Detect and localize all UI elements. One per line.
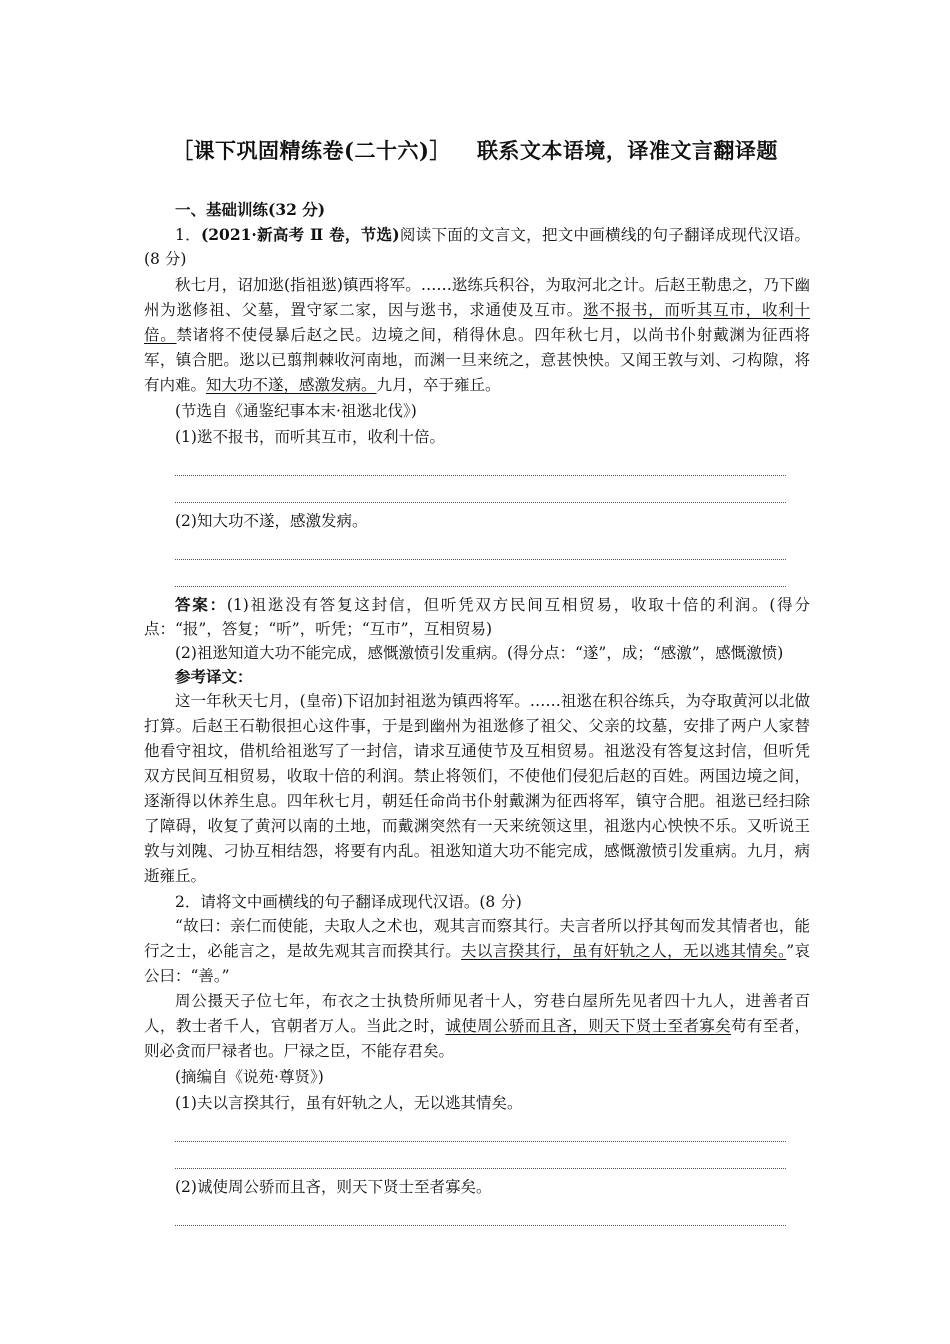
answer-line[interactable]: [175, 449, 786, 476]
q2-intro: 2．请将文中画横线的句子翻译成现代汉语。(8 分): [175, 893, 522, 911]
q1-instruction: 阅读下面的文言文，把文中画横线的句子翻译成现代汉语。(8 分): [144, 226, 810, 268]
q2-sub2: (2)诚使周公骄而且吝，则天下贤士至者寡矣。: [175, 1178, 492, 1196]
q1-underline-1: 逖不报书，而听其互市，收利十倍。: [144, 301, 810, 344]
q1-sub2: (2)知大功不遂，感激发病。: [175, 512, 368, 530]
q1-num: 1．: [175, 226, 201, 244]
q2-underline-1: 夫以言揆其行，虽有奸轨之人，无以逃其情矣。: [461, 942, 787, 960]
answer-line[interactable]: [175, 476, 786, 503]
q1-passage-a: 秋七月，诏加逖(指祖逖)镇西将军。……逖练兵积谷，为取河北之计。后赵王勒患之，乃下幽州为逖修祖、父墓，置守冢二家，因与逖书，求通使及互市。: [144, 276, 810, 319]
answer-line[interactable]: [175, 1115, 786, 1142]
q1-intro: [144, 223, 810, 271]
q1-sub1: (1)逖不报书，而听其互市，收利十倍。: [175, 428, 445, 446]
section-heading: 一、基础训练(32 分): [175, 200, 326, 219]
answer-line[interactable]: [175, 533, 786, 560]
q2-sub1: (1)夫以言揆其行，虽有奸轨之人，无以逃其情矣。: [175, 1094, 523, 1112]
answer-label: 答案：: [175, 595, 227, 614]
q2-p2-a: 周公摄天子位七年，布衣之士执贽所师见者十人，穷巷白屋所先见者四十九人，进善者百人，教士者千人，官朝者万人。当此之时，: [144, 992, 810, 1035]
q2-p1-a: “故曰：亲仁而使能，夫取人之术也，观其言而察其行。夫言者所以抒其匈而发其情者也，能行之士，必能言之，是故先观其言而揆其行。: [144, 917, 810, 960]
answer-text-1: (1)祖逖没有答复这封信，但听凭双方民间互相贸易，收取十倍的利润。(得分点：“报”，答复；“听”，听凭；“互市”，互相贸易): [144, 596, 810, 638]
q2-passage-1: [144, 914, 810, 989]
ref-translation: 这一年秋天七月，(皇帝)下诏加封祖逖为镇西将军。……祖逖在积谷练兵，为夺取黄河以北做打算。后赵王石勒很担心这件事，于是到幽州为祖逖修了祖父、父亲的坟墓，安排了两户人家替他看守祖坟，借机给祖逖写了一封信，请求互通使节及互相贸易。祖逖没有答复这封信，但听凭双方民间互相贸易，收取十倍的利润。禁止将领们，不使他们侵犯后赵的百姓。两国边境之间，逐渐得以休养生息。四年秋七月，朝廷任命尚书仆射戴渊为征西将军，镇守合肥。祖逖已经扫除了障碍，收复了黄河以南的土地，而戴渊突然有一天来统领这里，祖逖内心怏怏不乐。又听说王敦与刘隗、刁协互相结怨，将要有内乱。祖逖知道大功不能完成，感慨激愤引发重病。九月，病逝雍丘。: [144, 692, 810, 885]
q2-underline-2: 诚使周公骄而且吝，则天下贤士至者寡矣: [445, 1017, 732, 1035]
q2-source: (摘编自《说苑·尊贤》): [175, 1068, 324, 1086]
q1-source: (节选自《通鉴纪事本末·祖逖北伐》): [175, 402, 417, 420]
q1-answer-2: (2)祖逖知道大功不能完成，感慨激愤引发重病。(得分点：“遂”，成；“感激”，感慨激愤): [175, 644, 784, 662]
title-left: ［课下巩固精练卷(二十六)］: [172, 138, 451, 163]
q1-passage-c: 九月，卒于雍丘。: [376, 376, 501, 394]
q2-p1-b: ”哀公曰：“善。”: [144, 942, 810, 985]
answer-line[interactable]: [175, 560, 786, 587]
title-right: 联系文本语境，译准文言翻译题: [476, 138, 778, 163]
content: [144, 198, 810, 1226]
q1-answer-1: [144, 593, 810, 641]
ref-label: 参考译文：: [175, 667, 253, 686]
q1-passage: [144, 273, 810, 398]
page-title: [0, 135, 950, 165]
answer-line[interactable]: [175, 1142, 786, 1169]
q1-source-tag: (2021·新高考 Ⅱ 卷，节选): [200, 225, 400, 244]
q2-p2-b: 苟有至者，则必贪而尸禄者也。尸禄之臣，不能存君矣。: [144, 1017, 810, 1060]
q2-passage-2: [144, 989, 810, 1064]
answer-line[interactable]: [175, 1199, 786, 1226]
q1-underline-2: 知大功不遂，感激发病。: [206, 376, 377, 394]
q1-passage-b: 禁诸将不使侵暴后赵之民。边境之间，稍得休息。四年秋七月，以尚书仆射戴渊为征西将军，镇合肥。逖以已翦荆棘收河南地，而渊一旦来统之，意甚怏怏。又闻王敦与刘、刁构隙，将有内难。: [144, 326, 810, 394]
